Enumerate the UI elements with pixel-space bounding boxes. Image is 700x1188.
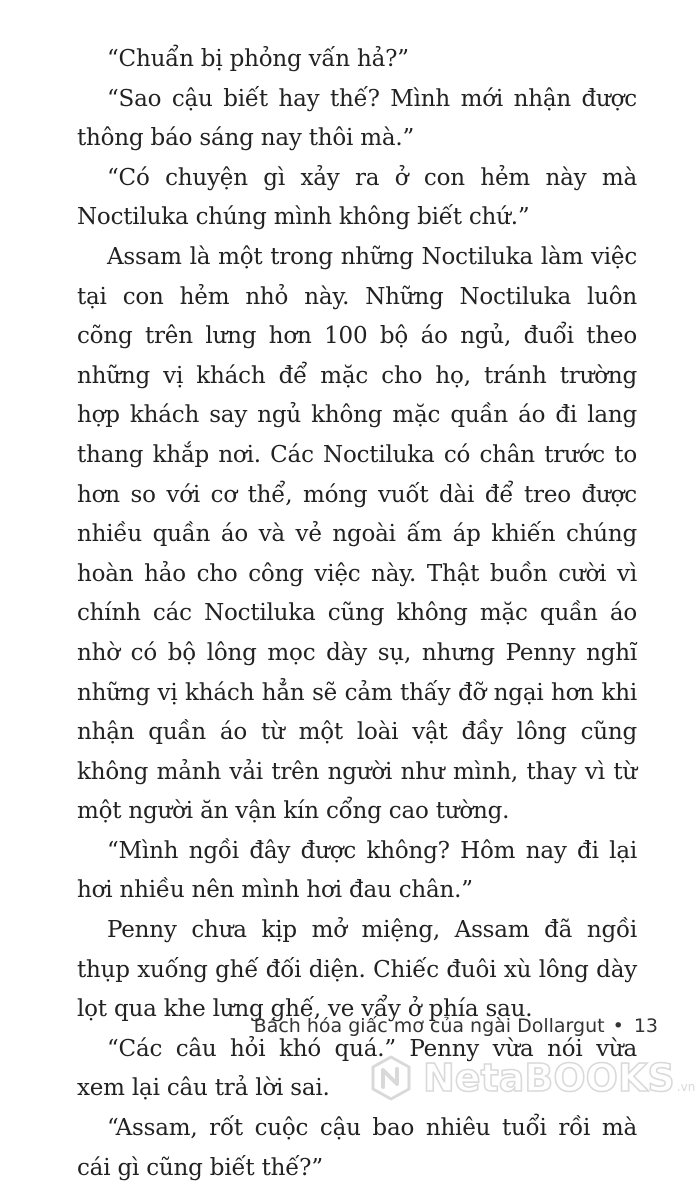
running-footer: [254, 1015, 658, 1037]
paragraph: Assam là một trong những Noctiluka làm việc tại con hẻm nhỏ này. Những Noctiluka luôn cõng trên lưng hơn 100 bộ áo ngủ, đuổi theo những vị khách để mặc cho họ, tránh trường hợp khách say ngủ không mặc quần áo đi lang thang khắp nơi. Các Noctiluka có chân trước to hơn so với cơ thể, móng vuốt dài để treo được nhiều quần áo và vẻ ngoài ấm áp khiến chúng hoàn hảo cho công việc này. Thật buồn cười vì chính các Noctiluka cũng không mặc quần áo nhờ có bộ lông mọc dày sụ, nhưng Penny nghĩ những vị khách hẳn sẽ cảm thấy đỡ ngại hơn khi nhận quần áo từ một loài vật đầy lông cũng không mảnh vải trên người như mình, thay vì từ một người ăn vận kín cổng cao tường.: [77, 243, 637, 825]
paragraph: “Các câu hỏi khó quá.” Penny vừa nói vừa xem lại câu trả lời sai.: [77, 1035, 637, 1102]
paragraph: “Chuẩn bị phỏng vấn hả?”: [107, 46, 409, 72]
footer-book-title: Bách hóa giấc mơ của ngài Dollargut: [253, 1015, 605, 1037]
paragraph: “Assam, rốt cuộc cậu bao nhiêu tuổi rồi mà cái gì cũng biết thế?”: [77, 1115, 637, 1181]
paragraph: Penny chưa kịp mở miệng, Assam đã ngồi thụp xuống ghế đối diện. Chiếc đuôi xù lông dày lọt qua khe lưng ghế, ve vẩy ở phía sau.: [77, 917, 637, 1023]
paragraph: “Mình ngồi đây được không? Hôm nay đi lại hơi nhiều nên mình hơi đau chân.”: [77, 837, 637, 904]
paragraph: “Có chuyện gì xảy ra ở con hẻm này mà Noctiluka chúng mình không biết chứ.”: [77, 164, 637, 231]
footer-bullet: •: [612, 1015, 624, 1037]
page-number: 13: [633, 1015, 658, 1037]
watermark-suffix: .vn: [676, 1080, 696, 1094]
netabooks-logo-icon: [367, 1054, 415, 1102]
watermark-brand: NetaBOOKS: [423, 1056, 675, 1100]
publisher-watermark: [367, 1048, 697, 1108]
paragraph: “Sao cậu biết hay thế? Mình mới nhận được thông báo sáng nay thôi mà.”: [77, 85, 637, 152]
